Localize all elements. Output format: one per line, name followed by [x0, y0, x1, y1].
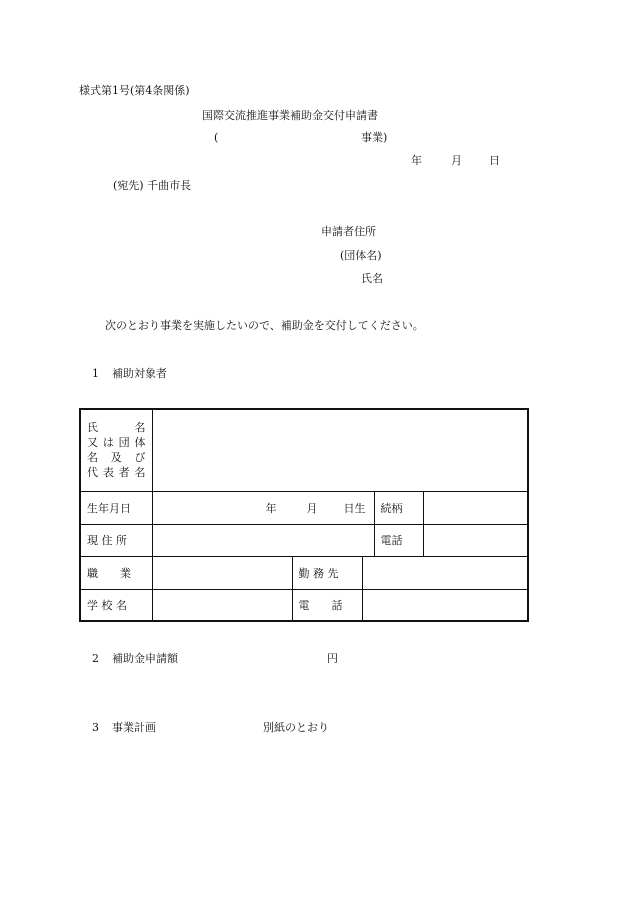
section-1-title: 補助対象者 [112, 367, 167, 380]
name-label-cell [80, 409, 152, 491]
section-2-unit: 円 [327, 652, 338, 665]
birthdate-input-cell[interactable] [152, 491, 374, 524]
date-month-label: 月 [451, 154, 462, 167]
name-label-line-4: 代 表 者 名 [87, 466, 146, 480]
name-input-cell[interactable] [152, 409, 528, 491]
applicant-table [79, 408, 529, 622]
name-label-line-2: 又 は 団 体 [87, 436, 146, 450]
school-row [80, 589, 528, 621]
occupation-label: 職 業 [80, 556, 152, 589]
address-row [80, 524, 528, 556]
date-day-label: 日 [489, 154, 500, 167]
occupation-row [80, 556, 528, 589]
school-label: 学 校 名 [80, 589, 152, 621]
phone-input-cell[interactable] [423, 524, 528, 556]
applicant-organization-label: (団体名) [340, 249, 382, 262]
current-address-label: 現 住 所 [80, 524, 152, 556]
birthdate-label: 生年月日 [80, 491, 152, 524]
name-row [80, 409, 528, 491]
project-name-open-paren: ( [214, 131, 219, 144]
applicant-name-label: 氏名 [361, 272, 383, 285]
birthdate-row [80, 491, 528, 524]
occupation-input-cell[interactable] [152, 556, 292, 589]
relation-label: 続柄 [374, 491, 423, 524]
birth-day-label: 日生 [343, 501, 366, 515]
form-number: 様式第1号(第4条関係) [79, 84, 190, 97]
workplace-input-cell[interactable] [362, 556, 528, 589]
name-label-line-3: 名 及 び [87, 451, 146, 465]
intro-text: 次のとおり事業を実施したいので、補助金を交付してください。 [105, 319, 424, 332]
birth-year-label: 年 [265, 501, 277, 515]
name-label-line-1: 氏 名 [87, 421, 146, 435]
section-2-number: 2 [92, 652, 99, 665]
phone2-input-cell[interactable] [362, 589, 528, 621]
section-1-number: 1 [92, 367, 99, 380]
document-title: 国際交流推進事業補助金交付申請書 [202, 109, 378, 122]
birth-month-label: 月 [306, 501, 318, 515]
date-year-label: 年 [411, 154, 422, 167]
workplace-label: 勤 務 先 [292, 556, 362, 589]
project-name-suffix: 事業) [361, 131, 388, 144]
phone-label: 電話 [374, 524, 423, 556]
relation-input-cell[interactable] [423, 491, 528, 524]
section-3-value: 別紙のとおり [263, 721, 329, 734]
phone2-label: 電 話 [292, 589, 362, 621]
current-address-input-cell[interactable] [152, 524, 374, 556]
applicant-address-label: 申請者住所 [321, 225, 376, 238]
section-2-title: 補助金申請額 [112, 652, 178, 665]
school-input-cell[interactable] [152, 589, 292, 621]
section-3-number: 3 [92, 721, 99, 734]
addressee: (宛先) 千曲市長 [113, 179, 192, 192]
section-3-title: 事業計画 [112, 721, 156, 734]
